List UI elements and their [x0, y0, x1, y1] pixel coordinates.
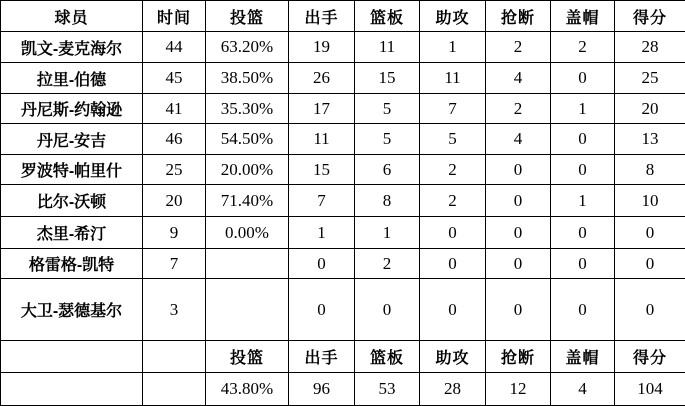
stat-cell: 2 [551, 32, 615, 63]
stat-cell: 11 [420, 63, 486, 94]
stat-cell: 0 [420, 217, 486, 249]
player-row [1, 185, 685, 217]
stat-cell: 3 [143, 279, 206, 341]
column-header [143, 341, 206, 373]
player-row [1, 249, 685, 279]
stat-cell: 0 [551, 155, 615, 185]
stat-cell: 28 [615, 32, 685, 63]
stat-cell: 0 [289, 279, 355, 341]
column-header: 投篮 [206, 1, 289, 32]
stat-cell: 4 [486, 124, 551, 155]
stat-cell: 1 [420, 32, 486, 63]
stat-cell: 7 [143, 249, 206, 279]
stat-cell: 5 [355, 94, 420, 124]
stat-cell: 8 [615, 155, 685, 185]
table-body [1, 1, 685, 406]
stat-cell: 0 [486, 279, 551, 341]
column-header: 助攻 [420, 341, 486, 373]
stat-cell: 1 [355, 217, 420, 249]
stat-cell: 0 [420, 249, 486, 279]
column-header: 得分 [615, 1, 685, 32]
stat-cell: 20.00% [206, 155, 289, 185]
column-header [1, 341, 143, 373]
stat-cell: 0 [615, 249, 685, 279]
stat-cell: 26 [289, 63, 355, 94]
column-header: 时间 [143, 1, 206, 32]
stat-cell: 19 [289, 32, 355, 63]
player-row [1, 63, 685, 94]
header-row [1, 1, 685, 32]
stat-cell: 7 [289, 185, 355, 217]
stat-cell: 35.30% [206, 94, 289, 124]
player-row [1, 94, 685, 124]
stat-cell: 0 [551, 124, 615, 155]
stat-cell: 0 [551, 63, 615, 94]
stat-cell: 5 [355, 124, 420, 155]
stat-cell: 0 [551, 249, 615, 279]
stat-cell: 54.50% [206, 124, 289, 155]
summary-cell [143, 373, 206, 406]
player-name-cell: 丹尼-安吉 [1, 124, 143, 155]
stat-cell: 6 [355, 155, 420, 185]
summary-cell: 12 [486, 373, 551, 406]
column-header: 抢断 [486, 341, 551, 373]
stat-cell: 2 [420, 185, 486, 217]
stat-cell: 11 [355, 32, 420, 63]
summary-cell: 28 [420, 373, 486, 406]
stat-cell: 7 [420, 94, 486, 124]
column-header: 篮板 [355, 1, 420, 32]
stat-cell: 0 [420, 279, 486, 341]
column-header: 出手 [289, 1, 355, 32]
column-header: 助攻 [420, 1, 486, 32]
stat-cell: 71.40% [206, 185, 289, 217]
column-header: 出手 [289, 341, 355, 373]
summary-cell: 53 [355, 373, 420, 406]
stat-cell: 2 [355, 249, 420, 279]
player-name-cell: 杰里-希汀 [1, 217, 143, 249]
stat-cell: 0 [486, 185, 551, 217]
stat-cell: 20 [143, 185, 206, 217]
stat-cell: 2 [420, 155, 486, 185]
stat-cell: 38.50% [206, 63, 289, 94]
stat-cell: 45 [143, 63, 206, 94]
player-row [1, 155, 685, 185]
player-row [1, 217, 685, 249]
stat-cell: 15 [289, 155, 355, 185]
stat-cell: 0 [486, 155, 551, 185]
stat-cell: 0 [486, 217, 551, 249]
column-header: 抢断 [486, 1, 551, 32]
player-name-cell: 罗波特-帕里什 [1, 155, 143, 185]
column-header: 篮板 [355, 341, 420, 373]
player-row [1, 279, 685, 341]
stat-cell: 44 [143, 32, 206, 63]
player-row [1, 124, 685, 155]
player-name-cell: 格雷格-凯特 [1, 249, 143, 279]
stat-cell: 46 [143, 124, 206, 155]
stat-cell: 63.20% [206, 32, 289, 63]
stat-cell: 0 [289, 249, 355, 279]
stat-cell: 1 [551, 185, 615, 217]
stat-cell: 4 [486, 63, 551, 94]
stat-cell: 8 [355, 185, 420, 217]
player-name-cell: 丹尼斯-约翰逊 [1, 94, 143, 124]
stat-cell: 0 [355, 279, 420, 341]
stat-cell [206, 249, 289, 279]
stat-cell: 25 [615, 63, 685, 94]
stat-cell: 9 [143, 217, 206, 249]
player-name-cell: 比尔-沃顿 [1, 185, 143, 217]
stat-cell: 13 [615, 124, 685, 155]
summary-cell: 96 [289, 373, 355, 406]
column-header: 盖帽 [551, 1, 615, 32]
column-header: 得分 [615, 341, 685, 373]
stat-cell: 41 [143, 94, 206, 124]
stat-cell: 2 [486, 94, 551, 124]
stat-cell: 0 [615, 279, 685, 341]
summary-row [1, 373, 685, 406]
summary-cell: 104 [615, 373, 685, 406]
stat-cell: 15 [355, 63, 420, 94]
summary-header-row [1, 341, 685, 373]
column-header: 盖帽 [551, 341, 615, 373]
summary-cell: 4 [551, 373, 615, 406]
stat-cell: 5 [420, 124, 486, 155]
summary-cell: 43.80% [206, 373, 289, 406]
stat-cell: 1 [289, 217, 355, 249]
summary-cell [1, 373, 143, 406]
stat-cell: 0 [486, 249, 551, 279]
stat-cell: 0 [551, 217, 615, 249]
stat-cell: 0.00% [206, 217, 289, 249]
player-name-cell: 拉里-伯德 [1, 63, 143, 94]
stat-cell: 2 [486, 32, 551, 63]
stat-cell [206, 279, 289, 341]
stat-cell: 25 [143, 155, 206, 185]
stat-cell: 0 [551, 279, 615, 341]
stat-cell: 10 [615, 185, 685, 217]
stat-cell: 17 [289, 94, 355, 124]
stat-cell: 11 [289, 124, 355, 155]
column-header: 投篮 [206, 341, 289, 373]
player-name-cell: 凯文-麦克海尔 [1, 32, 143, 63]
stat-cell: 20 [615, 94, 685, 124]
stat-cell: 1 [551, 94, 615, 124]
stat-cell: 0 [615, 217, 685, 249]
player-row [1, 32, 685, 63]
player-name-cell: 大卫-瑟德基尔 [1, 279, 143, 341]
column-header: 球员 [1, 1, 143, 32]
